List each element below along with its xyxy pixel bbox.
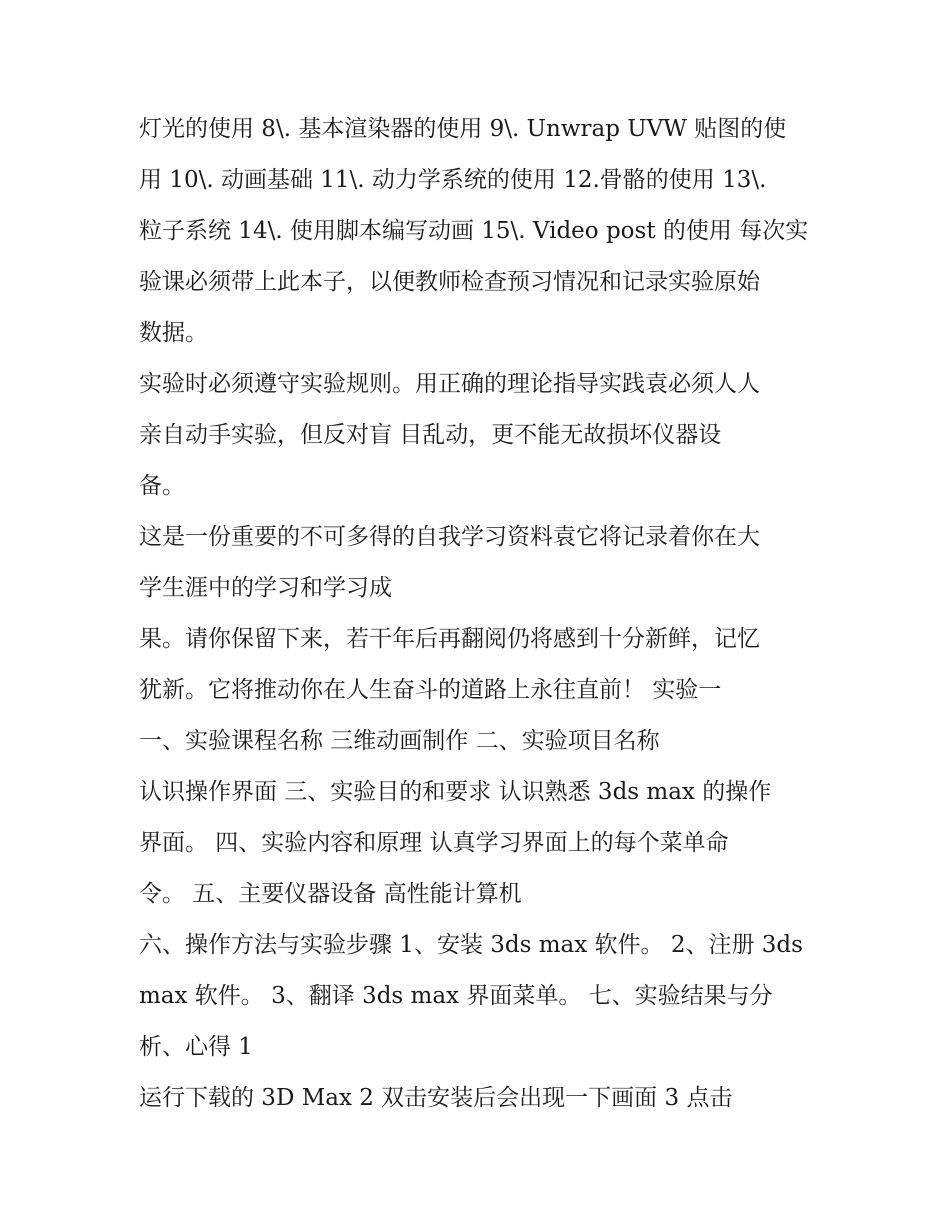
text-line: 果。请你保留下来，若干年后再翻阅仍将感到十分新鲜，记忆	[139, 626, 760, 652]
text-line: 析、心得 1	[139, 1034, 253, 1060]
text-line: 粒子系统 14\. 使用脚本编写动画 15\. Video post 的使用 每次实	[139, 218, 809, 244]
text-line: 六、操作方法与实验步骤 1、安装 3ds max 软件。 2、注册 3ds	[139, 932, 803, 958]
text-line: 验课必须带上此本子，以便教师检查预习情况和记录实验原始	[139, 269, 760, 295]
text-line: 令。 五、主要仪器设备 高性能计算机	[139, 881, 522, 907]
text-line: 一、实验课程名称 三维动画制作 二、实验项目名称	[139, 728, 660, 754]
document-body	[139, 104, 829, 1124]
text-line: 实验时必须遵守实验规则。用正确的理论指导实践袁必须人人	[139, 371, 760, 397]
text-line: 学生涯中的学习和学习成	[139, 575, 392, 601]
text-line: 认识操作界面 三、实验目的和要求 认识熟悉 3ds max 的操作	[139, 779, 772, 805]
text-line: 灯光的使用 8\. 基本渲染器的使用 9\. Unwrap UVW 贴图的使	[139, 116, 787, 142]
text-line: 犹新。它将推动你在人生奋斗的道路上永往直前！ 实验一	[139, 677, 722, 703]
text-line: 备。	[139, 473, 185, 499]
text-line: 运行下载的 3D Max 2 双击安装后会出现一下画面 3 点击	[139, 1085, 733, 1111]
text-line: 用 10\. 动画基础 11\. 动力学系统的使用 12.骨骼的使用 13\.	[139, 167, 767, 193]
text-line: max 软件。 3、翻译 3ds max 界面菜单。 七、实验结果与分	[139, 983, 773, 1009]
text-line: 这是一份重要的不可多得的自我学习资料袁它将记录着你在大	[139, 524, 760, 550]
text-line: 亲自动手实验，但反对盲 目乱动，更不能无故损坏仪器设	[139, 422, 722, 448]
text-line: 数据。	[139, 320, 208, 346]
text-line: 界面。 四、实验内容和原理 认真学习界面上的每个菜单命	[139, 830, 729, 856]
